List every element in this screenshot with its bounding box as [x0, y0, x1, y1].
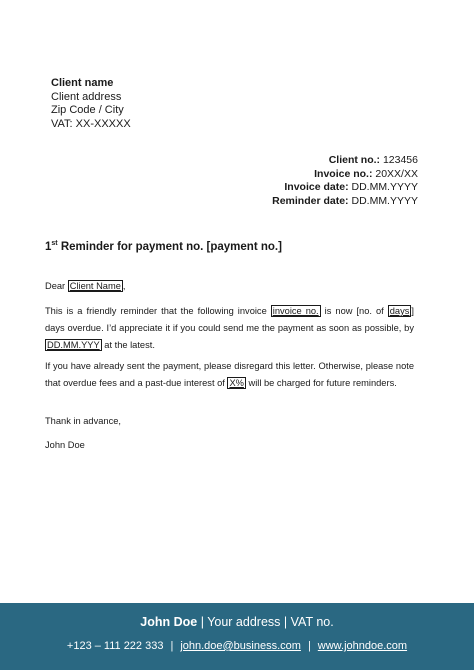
- days-placeholder[interactable]: [388, 305, 412, 317]
- footer-separator: |: [307, 640, 311, 652]
- days-prefix: [no. of: [356, 306, 388, 316]
- meta-value: 123456: [382, 154, 418, 166]
- invoice-no-placeholder-text: invoice no.: [272, 306, 319, 316]
- heading-ordinal: 1: [45, 241, 52, 253]
- client-vat: VAT: XX-XXXXX: [51, 117, 131, 130]
- salutation-suffix: ,: [122, 281, 126, 291]
- p1-text-b: is now: [320, 306, 357, 316]
- footer-line-2: [0, 640, 474, 652]
- client-name-placeholder-text: Client Name: [69, 281, 121, 291]
- meta-value: 20XX/XX: [375, 167, 418, 180]
- meta-invoice-date: [272, 181, 418, 195]
- p2-text-b: will be charged for future reminders.: [245, 378, 397, 388]
- meta-value: DD.MM.YYYY: [351, 181, 418, 193]
- meta-label: Invoice date:: [284, 181, 349, 193]
- paragraph-2: [45, 358, 414, 392]
- footer-phone: +123 – 111 222 333: [66, 640, 164, 652]
- meta-invoice-no: [272, 168, 418, 182]
- meta-label: Reminder date:: [272, 194, 349, 207]
- closing: Thank in advance,: [45, 416, 121, 426]
- heading-ordinal-suffix: st: [51, 240, 58, 247]
- meta-label: Invoice no.:: [314, 167, 373, 180]
- signature: John Doe: [45, 440, 85, 450]
- interest-placeholder-text: X%: [229, 378, 244, 388]
- footer-vat: VAT no.: [290, 615, 334, 629]
- invoice-no-placeholder[interactable]: [271, 305, 321, 317]
- meta-label: Client no.:: [328, 154, 381, 166]
- footer-separator: |: [170, 640, 174, 652]
- heading-text: Reminder for payment no. [payment no.]: [60, 241, 282, 253]
- days-placeholder-text: days: [389, 306, 410, 316]
- date-placeholder[interactable]: [45, 339, 102, 351]
- p1-text-a: This is a friendly reminder that the following invoice: [45, 306, 271, 316]
- footer-email-link[interactable]: john.doe@business.com: [180, 640, 301, 652]
- p1-text-c: days overdue. I’d appreciate it if you could send me the payment as soon as possible, by: [45, 323, 414, 333]
- meta-client-no: [272, 154, 418, 168]
- client-name: Client name: [51, 77, 114, 89]
- days-suffix: ]: [411, 306, 414, 316]
- reminder-heading: [45, 240, 282, 253]
- footer-separator: |: [283, 615, 288, 629]
- footer-website-link[interactable]: www.johndoe.com: [317, 640, 408, 652]
- client-name-placeholder[interactable]: [68, 280, 123, 292]
- footer-address: Your address: [207, 615, 281, 629]
- client-address-block: [51, 77, 131, 131]
- salutation: [45, 278, 414, 295]
- client-address: Client address: [51, 90, 122, 103]
- date-placeholder-text: DD.MM.YYY: [47, 340, 100, 350]
- client-zip-city: Zip Code / City: [51, 104, 124, 116]
- paragraph-1: [45, 303, 414, 354]
- invoice-meta-block: [272, 154, 418, 208]
- meta-reminder-date: [272, 195, 418, 209]
- footer-line-1: [0, 615, 474, 629]
- meta-value: DD.MM.YYYY: [351, 194, 418, 207]
- salutation-prefix: Dear: [45, 281, 68, 291]
- footer-name: John Doe: [140, 615, 198, 629]
- p2-text-a: If you have already sent the payment, please disregard this letter. Otherwise, please note that overdue fees and a past-due interest of: [45, 361, 414, 388]
- interest-placeholder[interactable]: [227, 377, 245, 389]
- p1-text-d: at the latest.: [101, 340, 155, 350]
- footer-bar: [0, 603, 474, 670]
- footer-separator: |: [200, 615, 204, 629]
